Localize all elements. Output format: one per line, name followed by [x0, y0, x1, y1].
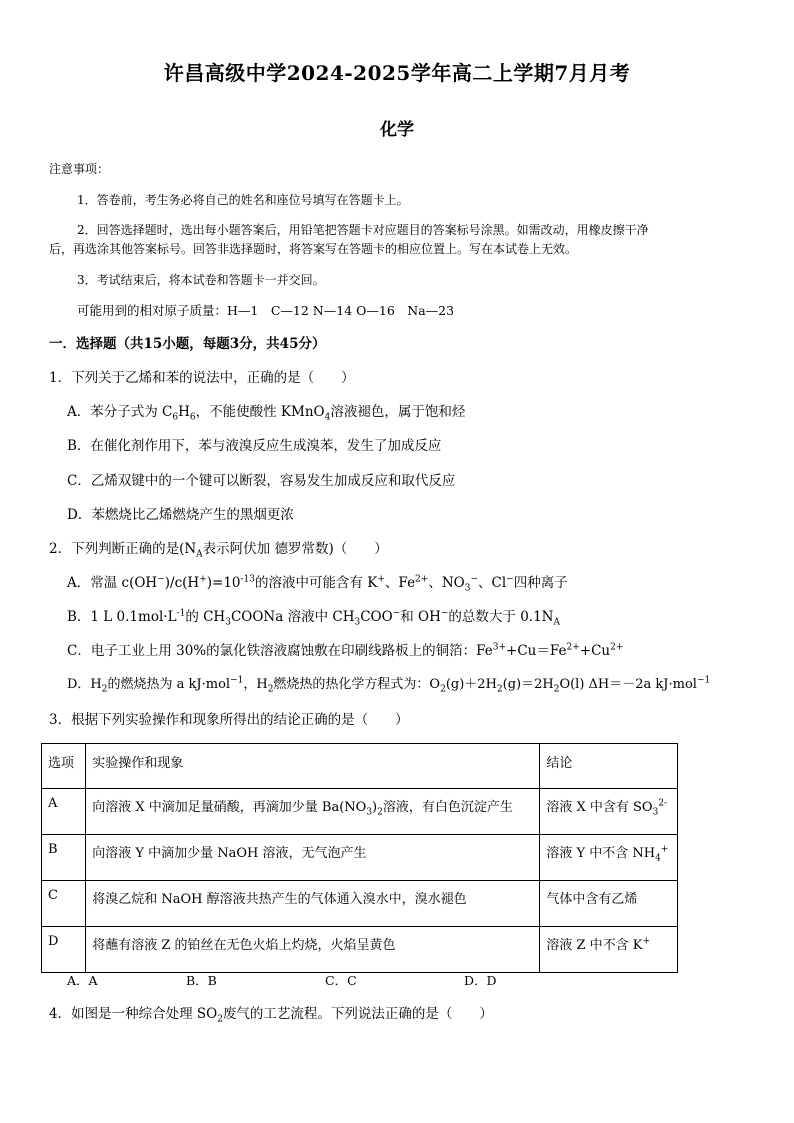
q2-stem: 2．下列判断正确的是($N_A$表示阿伏加 德罗常数)（ ）	[49, 541, 388, 560]
table-cell-operation: 将蘸有溶液 Z 的铂丝在无色火焰上灼烧，火焰呈黄色	[86, 927, 540, 973]
table-row	[42, 835, 678, 881]
notice-item-2: 2．回答选择题时，选出每小题答案后，用铅笔把答题卡对应题目的答案标号涂黑。如需改动，用橡皮擦干净	[77, 223, 649, 237]
q1-option-d: D．苯燃烧比乙烯燃烧产生的黑烟更浓	[67, 507, 294, 523]
q2-option-c: C．电子工业上用 30%的氯化铁溶液腐蚀敷在印刷线路板上的铜箔：$Fe^{3+}+Cu=Fe^{2+}+Cu^{2+}$	[67, 642, 624, 659]
table-cell-option: D	[42, 927, 86, 973]
q4-stem: 4．如图是一种综合处理 $SO_2$废气的工艺流程。下列说法正确的是（ ）	[49, 1006, 493, 1025]
table-cell-conclusion: 溶液 X 中含有 $SO_3^{2-}$	[540, 789, 678, 835]
q2-option-a: A．常温 $c(OH^-)/c(H^+)=10^{-13}$的溶液中可能含有 K+、$Fe^{2+}$、$NO_3^-$、Cl−四种离子	[67, 574, 568, 594]
table-cell-conclusion: 溶液 Y 中不含 $NH_4^+$	[540, 835, 678, 881]
q1-option-c: C．乙烯双键中的一个键可以断裂，容易发生加成反应和取代反应	[67, 473, 456, 489]
q3-choice-a: A．A	[67, 973, 98, 988]
table-cell-operation: 向溶液 Y 中滴加少量 NaOH 溶液，无气泡产生	[86, 835, 540, 881]
section-heading: 一．选择题（共15小题，每题3分，共45分）	[49, 336, 326, 352]
table-cell-operation: 将溴乙烷和 NaOH 醇溶液共热产生的气体通入溴水中，溴水褪色	[86, 881, 540, 927]
table-header-conclusion: 结论	[540, 744, 678, 789]
table-cell-option: A	[42, 789, 86, 835]
table-header-operation: 实验操作和现象	[86, 744, 540, 789]
q2-option-d: D．$H_2$的燃烧热为 a kJ·mol$^{-1}$，$H_2$燃烧热的热化学方程式为：$O_2(g)+2H_2(g)=2H_2O(l)$ ΔH＝－2a kJ·mol$^{-1}$	[67, 675, 711, 695]
table-header-option: 选项	[42, 744, 86, 789]
q2-option-b: B．1 L $0.1mol\cdot L^{-1}$的 $CH_3COONa$ 溶液中 $CH_3COO^-$和 OH−的总数大于 $0.1N_A$	[67, 608, 560, 628]
atomic-masses: 可能用到的相对原子质量：H—1 C—12 N—14 O—16 Na—23	[77, 303, 455, 318]
notice-heading: 注意事项：	[49, 162, 110, 176]
table-row	[42, 881, 678, 927]
q1-option-a: A．苯分子式为 $C_6H_6$，不能使酸性 KMnO$_4$溶液褪色，属于饱和烃	[67, 404, 466, 423]
q3-choice-d: D．D	[464, 973, 497, 988]
q3-choice-b: B．B	[186, 973, 217, 988]
table-cell-operation: 向溶液 X 中滴加足量硝酸，再滴加少量 $Ba(NO_3)_2$溶液，有白色沉淀产生	[86, 789, 540, 835]
q1-option-b: B．在催化剂作用下，苯与液溴反应生成溴苯，发生了加成反应	[67, 438, 442, 454]
notice-item-2-cont: 后，再选涂其他答案标号。回答非选择题时，将答案写在答题卡的相应位置上。写在本试卷上无效。	[49, 242, 578, 256]
table-row	[42, 789, 678, 835]
subject-title: 化学	[380, 120, 414, 140]
q1-stem: 1．下列关于乙烯和苯的说法中，正确的是（ ）	[49, 370, 355, 386]
table-header-row	[42, 744, 678, 789]
table-cell-conclusion: 溶液 Z 中不含 K+	[540, 927, 678, 973]
q3-choice-c: C．C	[325, 973, 357, 988]
table-row	[42, 927, 678, 973]
table-cell-conclusion: 气体中含有乙烯	[540, 881, 678, 927]
exam-title: 许昌高级中学2024-2025学年高二上学期7月月考	[163, 61, 631, 85]
notice-item-1: 1．答卷前，考生务必将自己的姓名和座位号填写在答题卡上。	[77, 193, 409, 207]
q3-table	[41, 743, 678, 973]
q3-stem: 3．根据下列实验操作和现象所得出的结论正确的是（ ）	[49, 712, 409, 728]
notice-item-3: 3．考试结束后，将本试卷和答题卡一并交回。	[77, 273, 325, 287]
table-cell-option: C	[42, 881, 86, 927]
table-cell-option: B	[42, 835, 86, 881]
